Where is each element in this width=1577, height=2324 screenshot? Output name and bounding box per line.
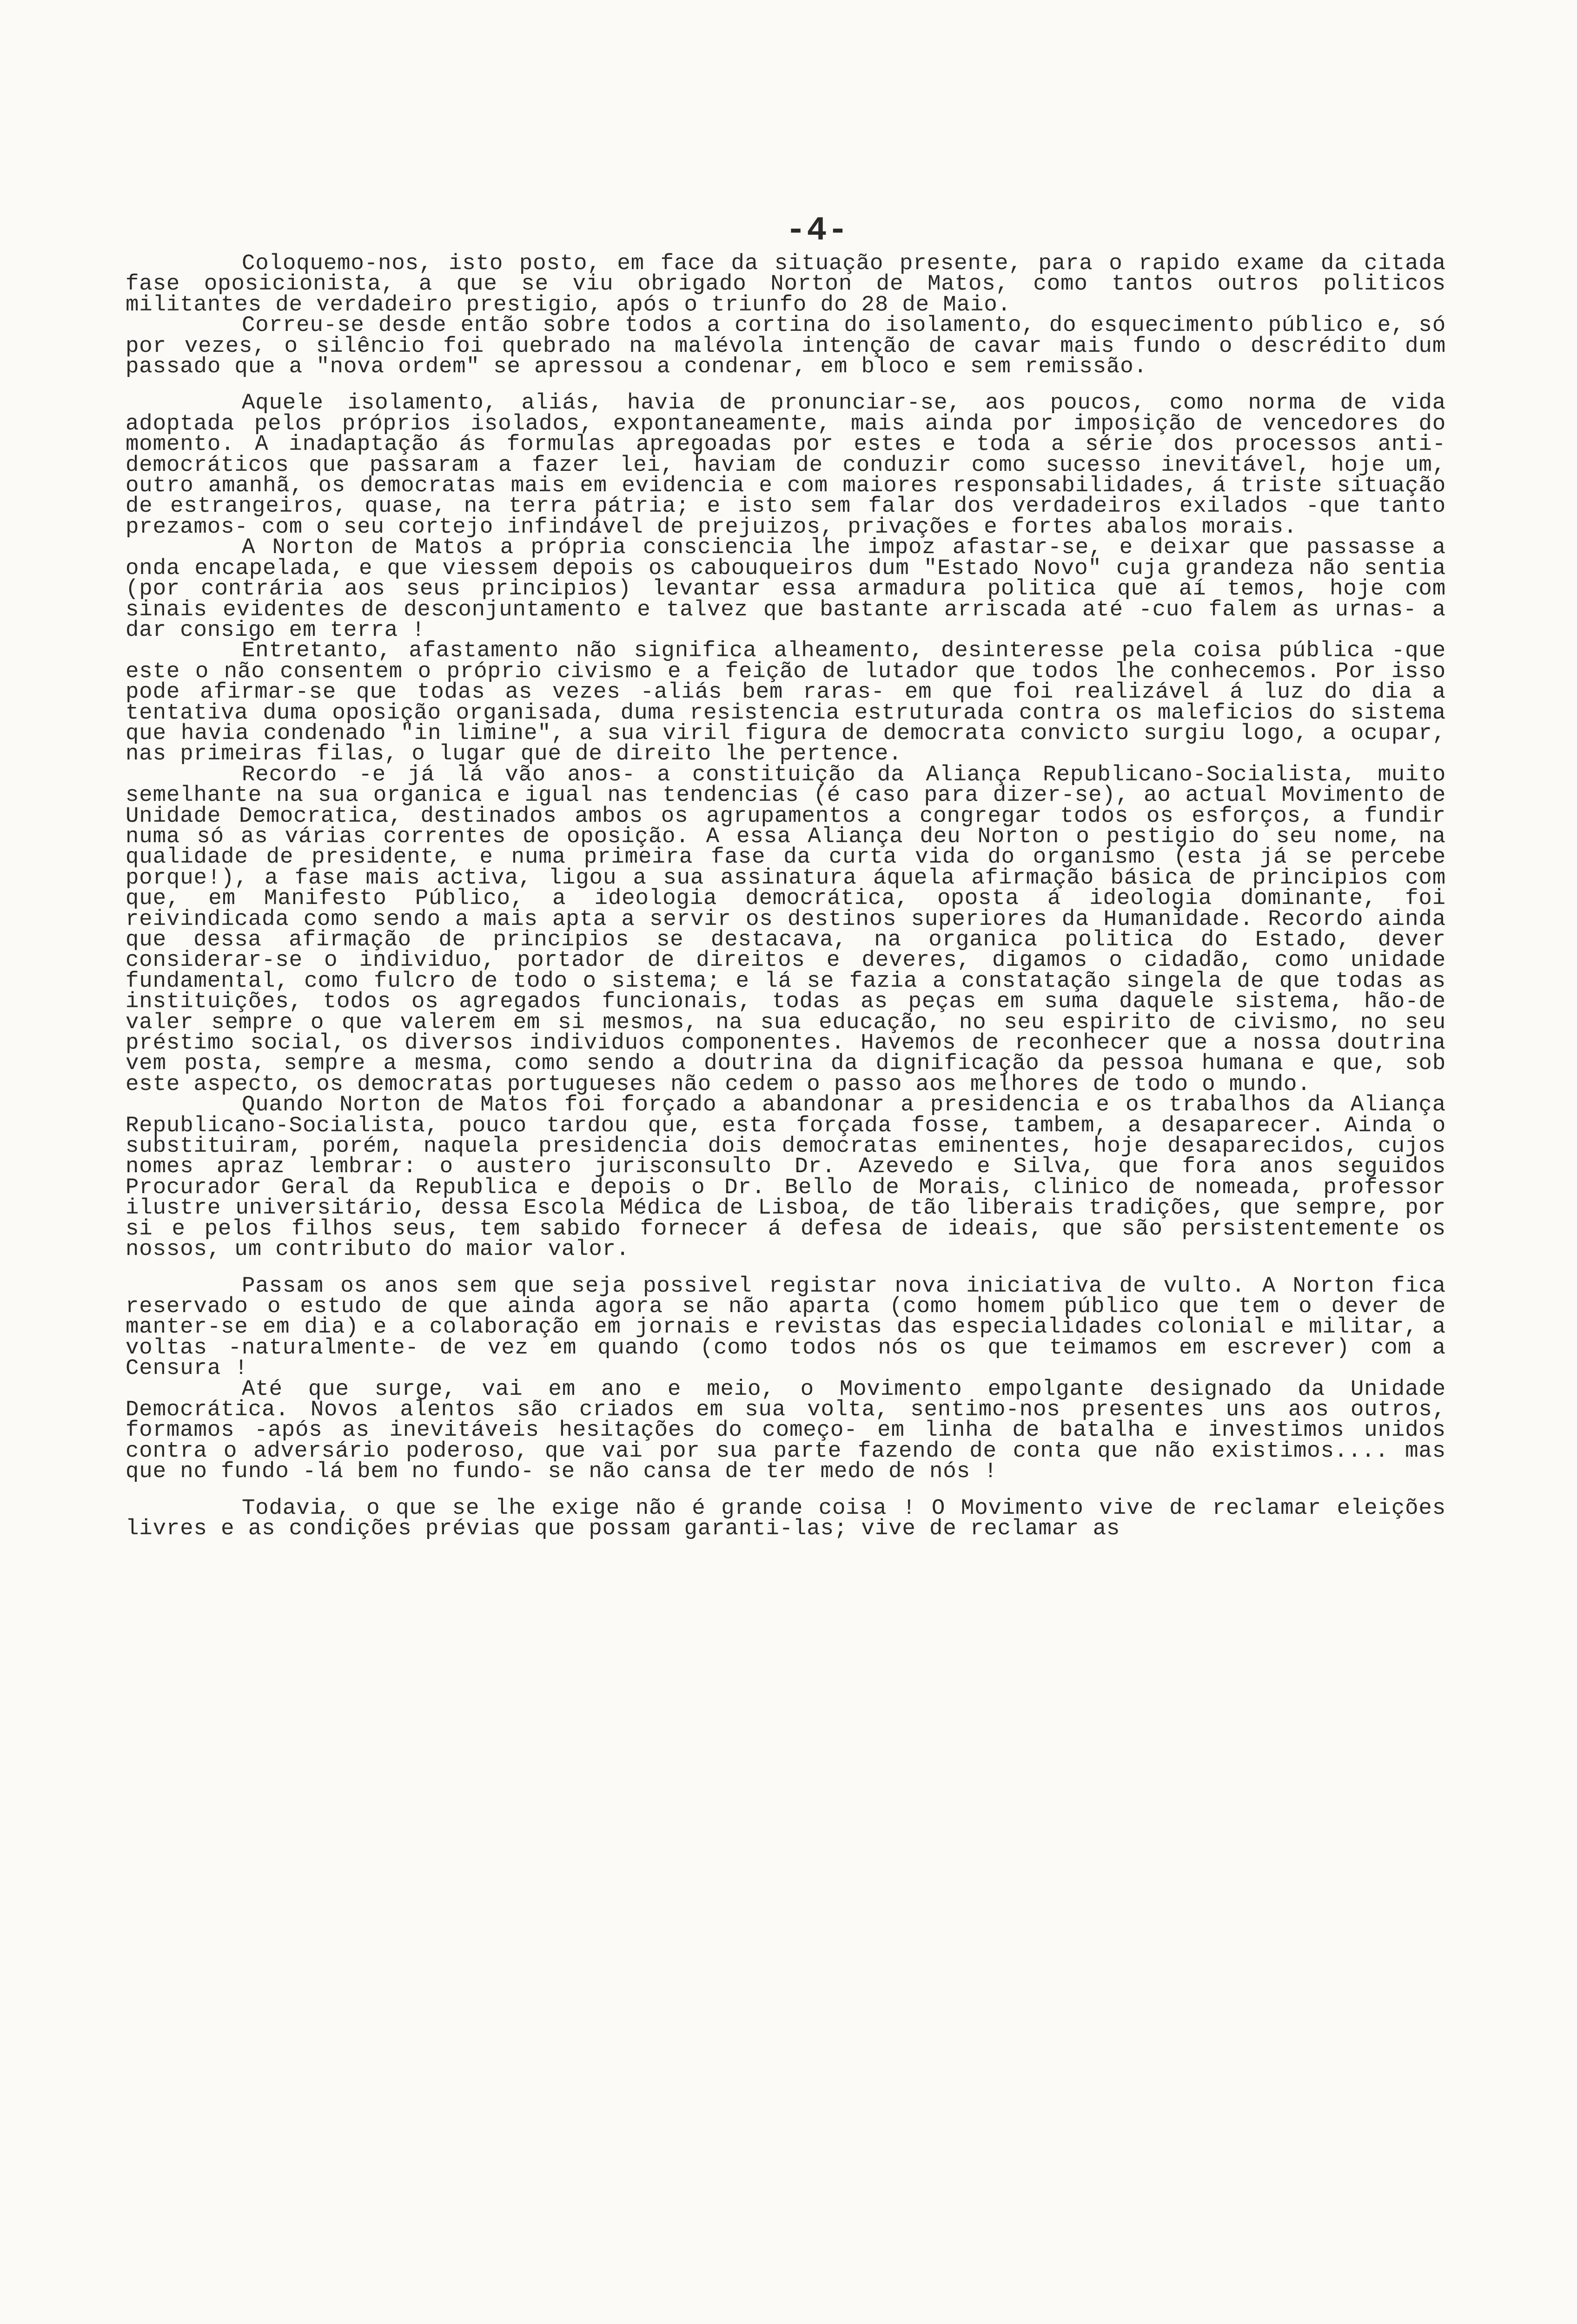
paragraph-6: Recordo -e já lá vão anos- a constituição da Aliança Republicano-Socialista, muito semelhante na sua organica e igual nas tendencias (é caso para dizer-se), ao actual Movimento de Unidade Democratica, destinados ambos os agrupamentos a congregar todos os esforços, a fundir numa só as várias correntes de oposição. A essa Aliança deu Norton o pestigio do seu nome, na qualidade de presidente, e numa primeira fase da curta vida do organismo (esta já se percebe porque!), a fase mais activa, ligou a sua assinatura áquela afirmação básica de principios com que, em Manifesto Público, a ideologia democrática, oposta á ideologia dominante, foi reivindicada como sendo a mais apta a servir os destinos superiores da Humanidade. Recordo ainda que dessa afirmação de principios se destacava, na organica politica do Estado, dever considerar-se o individuo, portador de direitos e deveres, digamos o cidadão, como unidade fundamental, como fulcro de todo o sistema; e lá se fazia a constatação singela de que todas as instituições, todos os agregados funcionais, todas as peças em suma daquele sistema, hão-de valer sempre o que valerem em si mesmos, na sua educação, no seu espirito de civismo, no seu préstimo social, os diversos individuos componentes. Havemos de reconhecer que a nossa doutrina vem posta, sempre a mesma, como sendo a doutrina da dignificação da pessoa humana e que, sob este aspecto, os democratas portugueses não cedem o passo aos melhores de todo o mundo. (126, 762, 1446, 1097)
paragraph-8: Passam os anos sem que seja possivel registar nova iniciativa de vulto. A Norton fica reservado o estudo de que ainda agora se não aparta (como homem público que tem o dever de manter-se em dia) e a colaboração em jornais e revistas das especialidades colonial e militar, a voltas -naturalmente- de vez em quando (como todos nós os que teimamos em escrever) com a Censura ! (126, 1273, 1446, 1381)
paragraph-5: Entretanto, afastamento não significa alheamento, desinteresse pela coisa pública -que este o não consentem o próprio civismo e a feição de lutador que todos lhe conhecemos. Por isso pode afirmar-se que todas as vezes -aliás bem raras- em que foi realizável á luz do dia a tentativa duma oposição organisada, duma resistencia estruturada contra os maleficios do sistema que havia condenado "in limine", a sua viril figura de democrata convicto surgiu logo, a ocupar, nas primeiras filas, o lugar que de direito lhe pertence. (126, 638, 1446, 767)
paragraph-4: A Norton de Matos a própria consciencia lhe impoz afastar-se, e deixar que passasse a onda encapelada, e que viessem depois os cabouqueiros dum "Estado Novo" cuja grandeza não sentia (por contrária aos seus principios) levantar essa armadura politica que aí temos, hoje com sinais evidentes de desconjuntamento e talvez que bastante arriscada até -cuo falem as urnas- a dar consigo em terra ! (126, 535, 1446, 643)
body-text (126, 253, 1446, 1539)
page-number: -4- (786, 211, 849, 250)
paragraph-7: Quando Norton de Matos foi forçado a abandonar a presidencia e os trabalhos da Aliança Republicano-Socialista, pouco tardou que, esta forçada fosse, tambem, a desaparecer. Ainda o substituiram, porém, naquela presidencia dois democratas eminentes, hoje desaparecidos, cujos nomes apraz lembrar: o austero jurisconsulto Dr. Azevedo e Silva, que fora anos seguidos Procurador Geral da Republica e depois o Dr. Bello de Morais, clinico de nomeada, professor ilustre universitário, dessa Escola Médica de Lisboa, de tão liberais tradições, que sempre, por si e pelos filhos seus, tem sabido fornecer á defesa de ideais, que são persistentemente os nossos, um contributo do maior valor. (126, 1092, 1446, 1262)
paragraph-3: Aquele isolamento, aliás, havia de pronunciar-se, aos poucos, como norma de vida adoptada pelos próprios isolados, expontaneamente, mais ainda por imposição de vencedores do momento. A inadaptação ás formulas apregoadas por estes e toda a série dos processos anti-democráticos que passaram a fazer lei, haviam de conduzir como sucesso inevitável, hoje um, outro amanhã, os democratas mais em evidencia e com maiores responsabilidades, á triste situação de estrangeiros, quase, na terra pátria; e isto sem falar dos verdadeiros exilados -que tanto prezamos- com o seu cortejo infindável de prejuizos, privações e fortes abalos morais. (126, 390, 1446, 540)
paragraph-9: Até que surge, vai em ano e meio, o Movimento empolgante designado da Unidade Democrática. Novos alentos são criados em sua volta, sentimo-nos presentes uns aos outros, formamos -após as inevitáveis hesitações do começo- em linha de batalha e investimos unidos contra o adversário poderoso, que vai por sua parte fazendo de conta que não existimos.... mas que no fundo -lá bem no fundo- se não cansa de ter medo de nós ! (126, 1376, 1446, 1485)
paragraph-2: Correu-se desde então sobre todos a cortina do isolamento, do esquecimento público e, só por vezes, o silêncio foi quebrado na malévola intenção de cavar mais fundo o descrédito dum passado que a "nova ordem" se apressou a condenar, em bloco e sem remissão. (126, 313, 1446, 380)
paragraph-1: Coloquemo-nos, isto posto, em face da situação presente, para o rapido exame da citada fase oposicionista, a que se viu obrigado Norton de Matos, como tantos outros politicos militantes de verdadeiro prestigio, após o triunfo do 28 de Maio. (126, 251, 1446, 317)
paragraph-10: Todavia, o que se lhe exige não é grande coisa ! O Movimento vive de reclamar eleições livres e as condições prévias que possam garanti-las; vive de reclamar as (126, 1495, 1446, 1541)
